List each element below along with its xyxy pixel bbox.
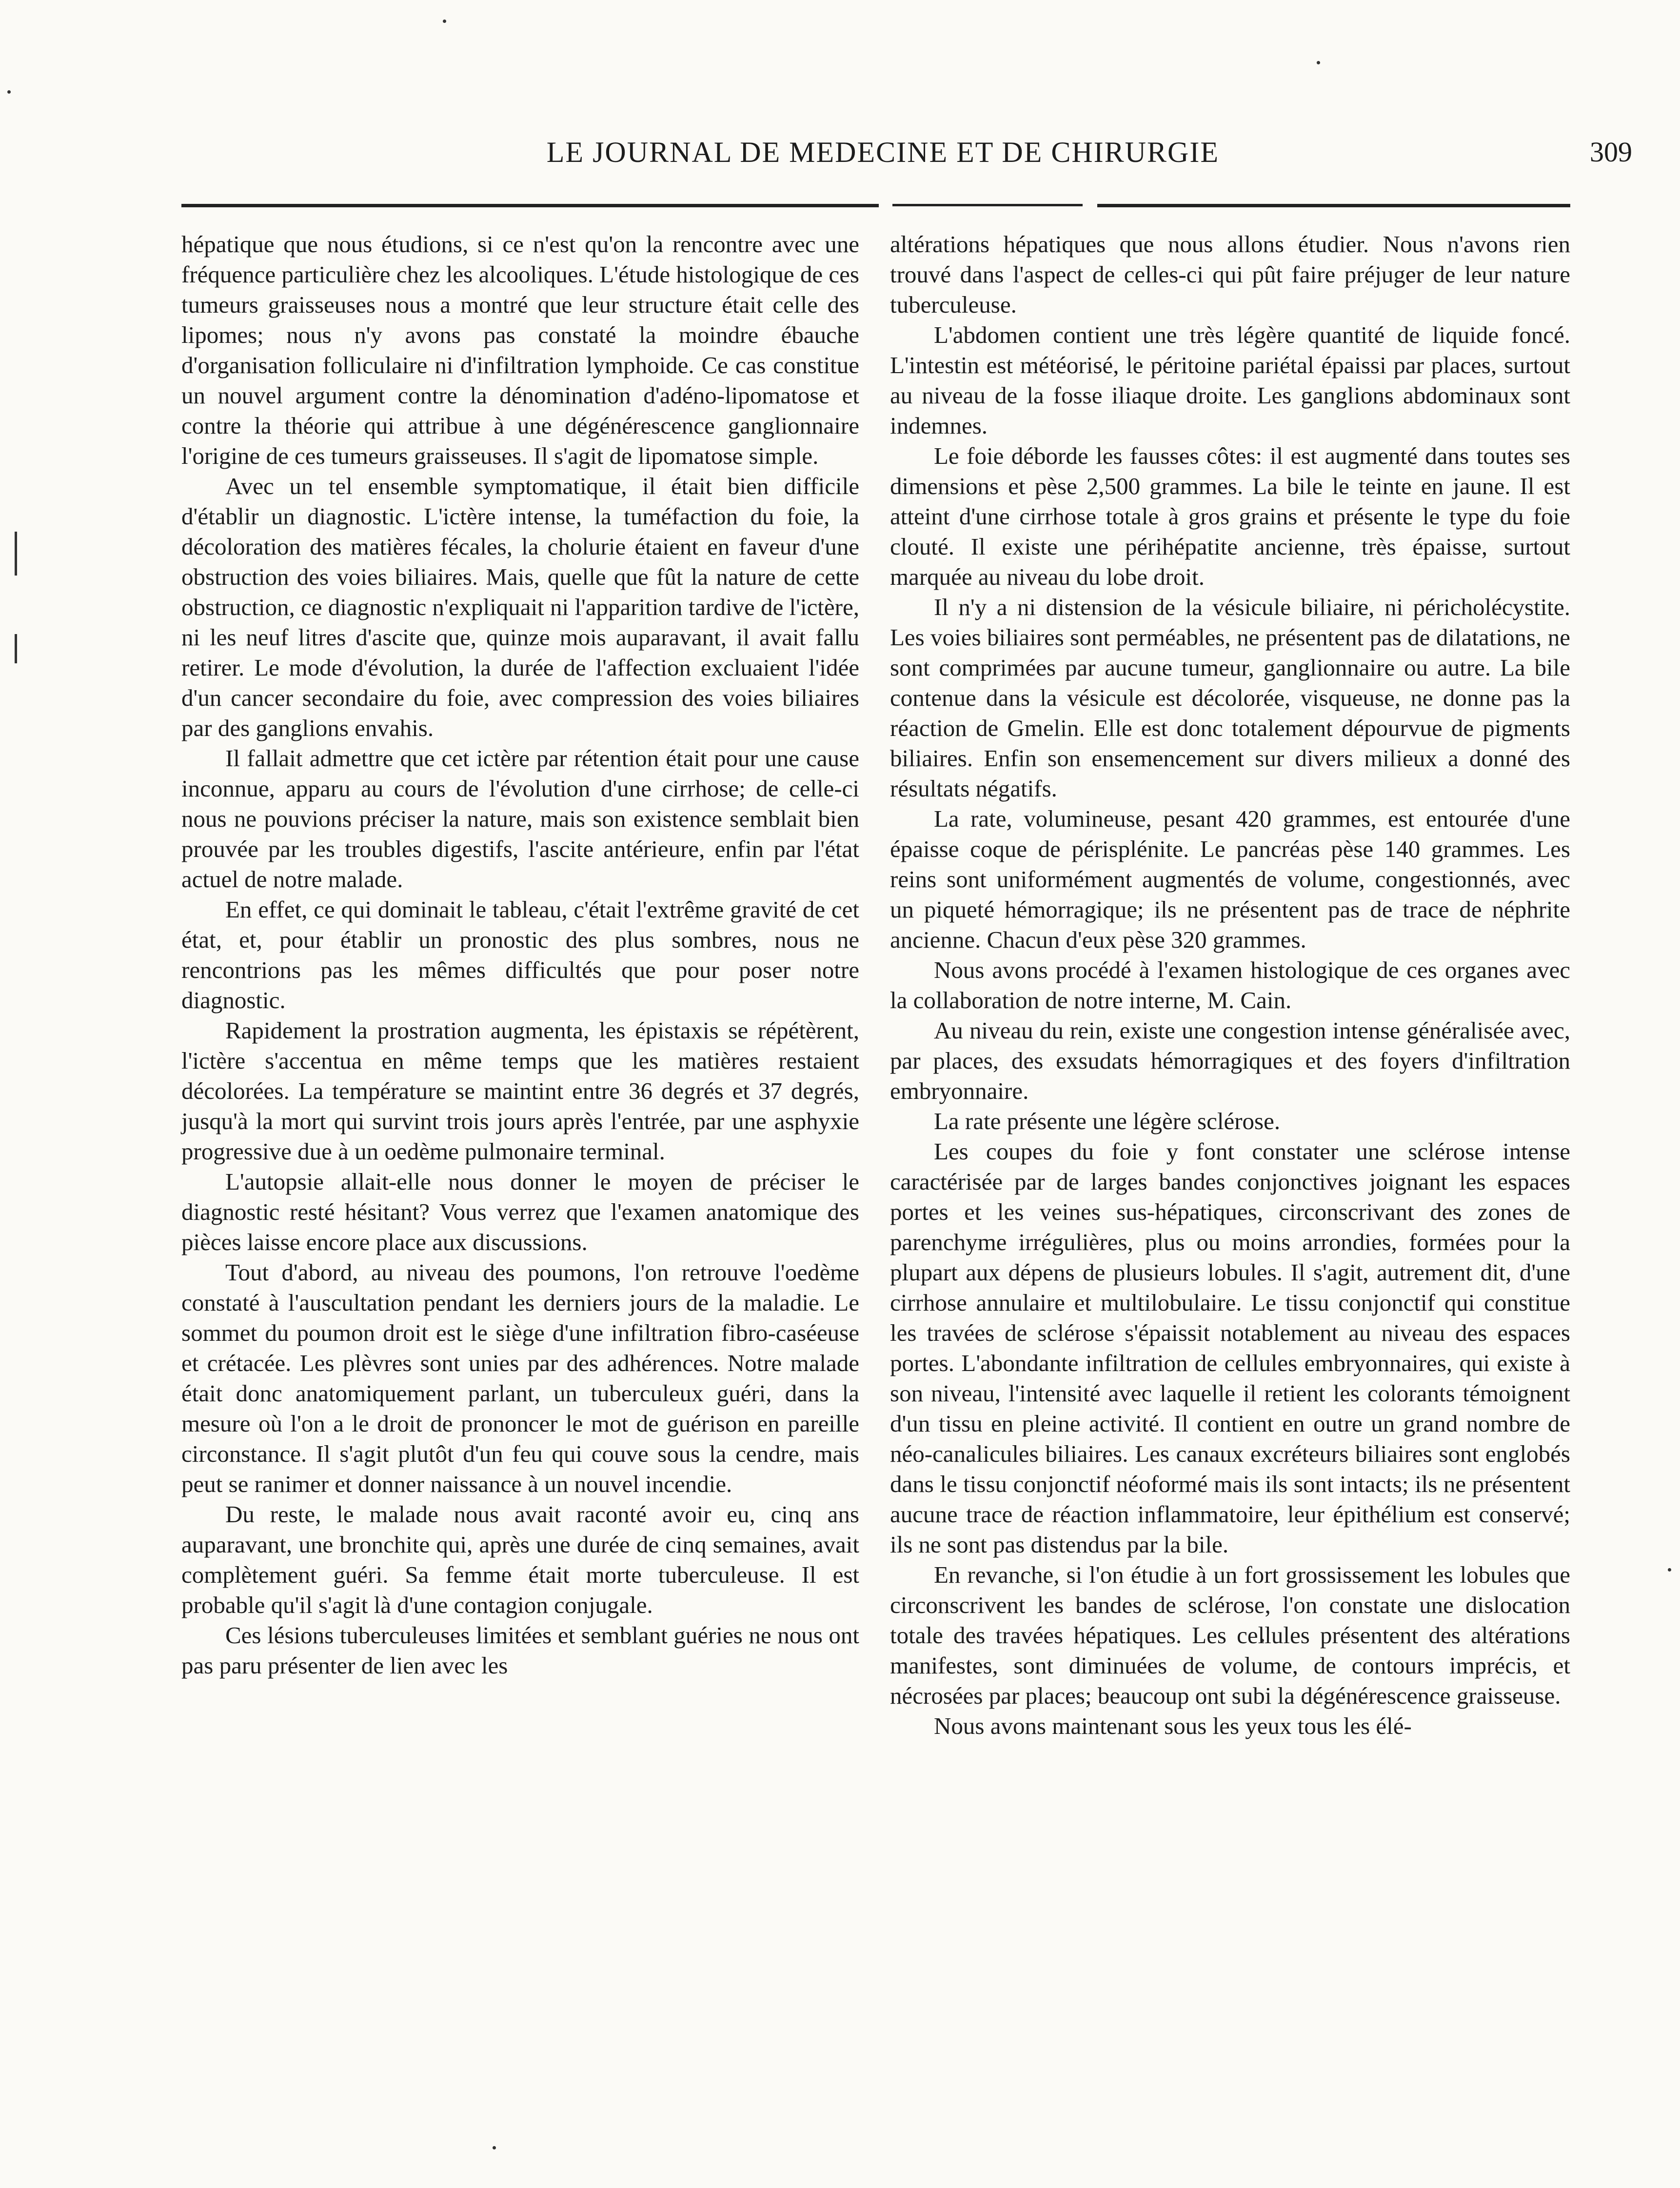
paragraph: En effet, ce qui dominait le tableau, c'était l'extrême gravité de cet état, et, pour établir un pronostic des plus sombres, nous ne rencontrions pas les mêmes difficultés que pour poser notre diagnostic.: [181, 896, 859, 1014]
paragraph: Le foie déborde les fausses côtes: il est augmenté dans toutes ses dimensions et pèse 2,500 grammes. La bile le teinte en jaune. Il est atteint d'une cirrhose totale à gros grains et présente le type du foie clouté. Il existe une périhépatite ancienne, très épaisse, surtout marquée au niveau du lobe droit.: [890, 442, 1570, 590]
ink-speck: [443, 20, 446, 23]
paragraph: La rate, volumineuse, pesant 420 grammes, est entourée d'une épaisse coque de périsplénite. Le pancréas pèse 140 grammes. Les reins sont uniformément augmentés de volume, congestionnés, avec un piqueté hémorragique; ils ne présentent pas de trace de néphrite ancienne. Chacun d'eux pèse 320 grammes.: [890, 805, 1570, 953]
paragraph: Tout d'abord, au niveau des poumons, l'on retrouve l'oedème constaté à l'auscultation pendant les derniers jours de la maladie. Le sommet du poumon droit est le siège d'une infiltration fibro-caséeuse et crétacée. Les plèvres sont unies par des adhérences. Notre malade était donc anatomiquement parlant, un tuberculeux guéri, dans la mesure où l'on a le droit de prononcer le mot de guérison en pareille circonstance. Il s'agit plutôt d'un feu qui couve sous la cendre, mais peut se ranimer et donner naissance à un nouvel incendie.: [181, 1259, 859, 1497]
header-rule-middle: [892, 204, 1083, 206]
paragraph: En revanche, si l'on étudie à un fort grossissement les lobules que circonscrivent les bandes de sclérose, l'on constate une dislocation totale des travées hépatiques. Les cellules présentent des altérations manifestes, sont diminuées de volume, de contours imprécis, et nécrosées par places; beaucoup ont subi la dégénérescence graisseuse.: [890, 1561, 1570, 1709]
paragraph: L'autopsie allait-elle nous donner le moyen de préciser le diagnostic resté hésitant? Vous verrez que l'examen anatomique des pièces laisse encore place aux discussions.: [181, 1168, 859, 1255]
ink-speck: [493, 2146, 496, 2149]
paragraph: altérations hépatiques que nous allons étudier. Nous n'avons rien trouvé dans l'aspect de celles-ci qui pût faire préjuger de leur nature tuberculeuse.: [890, 231, 1570, 318]
paragraph: Il n'y a ni distension de la vésicule biliaire, ni péricholécystite. Les voies biliaires sont perméables, ne présentent pas de dilatations, ne sont comprimées par aucune tumeur, ganglionnaire ou autre. La bile contenue dans la vésicule est décolorée, visqueuse, ne donne pas la réaction de Gmelin. Elle est donc totalement dépourvue de pigments biliaires. Enfin son ensemencement sur divers milieux a donné des résultats négatifs.: [890, 594, 1570, 802]
ink-speck: [1668, 1568, 1671, 1571]
paragraph: Avec un tel ensemble symptomatique, il était bien difficile d'établir un diagnostic. L'ictère intense, la tuméfaction du foie, la décoloration des matières fécales, la cholurie étaient en faveur d'une obstruction des voies biliaires. Mais, quelle que fût la nature de cette obstruction, ce diagnostic n'expliquait ni l'apparition tardive de l'ictère, ni les neuf litres d'ascite que, quinze mois auparavant, il avait fallu retirer. Le mode d'évolution, la durée de l'affection excluaient l'idée d'un cancer secondaire du foie, avec compression des voies biliaires par des ganglions envahis.: [181, 473, 859, 741]
paragraph: Il fallait admettre que cet ictère par rétention était pour une cause inconnue, apparu au cours de l'évolution d'une cirrhose; de celle-ci nous ne pouvions préciser la nature, mais son existence semblait bien prouvée par les troubles digestifs, l'ascite antérieure, enfin par l'état actuel de notre malade.: [181, 745, 859, 893]
margin-bracket-mark: [15, 634, 17, 663]
paragraph: Les coupes du foie y font constater une sclérose intense caractérisée par de larges bandes conjonctives joignant les espaces portes et les veines sus-hépatiques, circonscrivant des zones de parenchyme irrégulières, plus ou moins arrondies, formées pour la plupart aux dépens de plusieurs lobules. Il s'agit, autrement dit, d'une cirrhose annulaire et multilobulaire. Le tissu conjonctif qui constitue les travées de sclérose s'épaissit notablement au niveau des espaces portes. L'abondante infiltration de cellules embryonnaires, qui existe à son niveau, l'intensité avec laquelle il retient les colorants témoignent d'un tissu en pleine activité. Il contient en outre un grand nombre de néo-canalicules biliaires. Les canaux excréteurs biliaires sont englobés dans le tissu conjonctif néoformé mais ils sont intacts; ils ne présentent aucune trace de réaction inflammatoire, leur épithélium est conservé; ils ne sont pas distendus par la bile.: [890, 1138, 1570, 1558]
paragraph: La rate présente une légère sclérose.: [934, 1108, 1281, 1134]
left-column: [181, 229, 859, 1681]
margin-bracket-mark: [15, 532, 17, 576]
header-rule-left: [181, 204, 879, 207]
paragraph: Ces lésions tuberculeuses limitées et semblant guéries ne nous ont pas paru présenter de lien avec les: [181, 1622, 859, 1679]
header-rule-right: [1097, 204, 1570, 207]
page-number: 309: [1590, 136, 1632, 168]
paragraph: Nous avons maintenant sous les yeux tous les élé-: [934, 1712, 1412, 1739]
ink-speck: [7, 90, 11, 94]
paragraph: Nous avons procédé à l'examen histologique de ces organes avec la collaboration de notre interne, M. Cain.: [890, 956, 1570, 1014]
running-title: LE JOURNAL DE MEDECINE ET DE CHIRURGIE: [546, 136, 1219, 168]
paragraph: hépatique que nous étudions, si ce n'est qu'on la rencontre avec une fréquence particulière chez les alcooliques. L'étude histologique de ces tumeurs graisseuses nous a montré que leur structure était celle des lipomes; nous n'y avons pas constaté la moindre ébauche d'organisation folliculaire ni d'infiltration lymphoide. Ce cas constitue un nouvel argument contre la dénomination d'adéno-lipomatose et contre la théorie qui attribue à une dégénérescence ganglionnaire l'origine de ces tumeurs graisseuses. Il s'agit de lipomatose simple.: [181, 231, 859, 469]
right-column: [890, 229, 1570, 1741]
paragraph: Du reste, le malade nous avait raconté avoir eu, cinq ans auparavant, une bronchite qui, après une durée de cinq semaines, avait complètement guéri. Sa femme était morte tuberculeuse. Il est probable qu'il s'agit là d'une contagion conjugale.: [181, 1501, 859, 1618]
paragraph: L'abdomen contient une très légère quantité de liquide foncé. L'intestin est météorisé, le péritoine pariétal épaissi par places, surtout au niveau de la fosse iliaque droite. Les ganglions abdominaux sont indemnes.: [890, 321, 1570, 439]
paragraph: Au niveau du rein, existe une congestion intense généralisée avec, par places, des exsudats hémorragiques et des foyers d'infiltration embryonnaire.: [890, 1017, 1570, 1104]
ink-speck: [1317, 61, 1320, 64]
paragraph: Rapidement la prostration augmenta, les épistaxis se répétèrent, l'ictère s'accentua en même temps que les matières restaient décolorées. La température se maintint entre 36 degrés et 37 degrés, jusqu'à la mort qui survint trois jours après l'entrée, par une asphyxie progressive due à un oedème pulmonaire terminal.: [181, 1017, 859, 1165]
